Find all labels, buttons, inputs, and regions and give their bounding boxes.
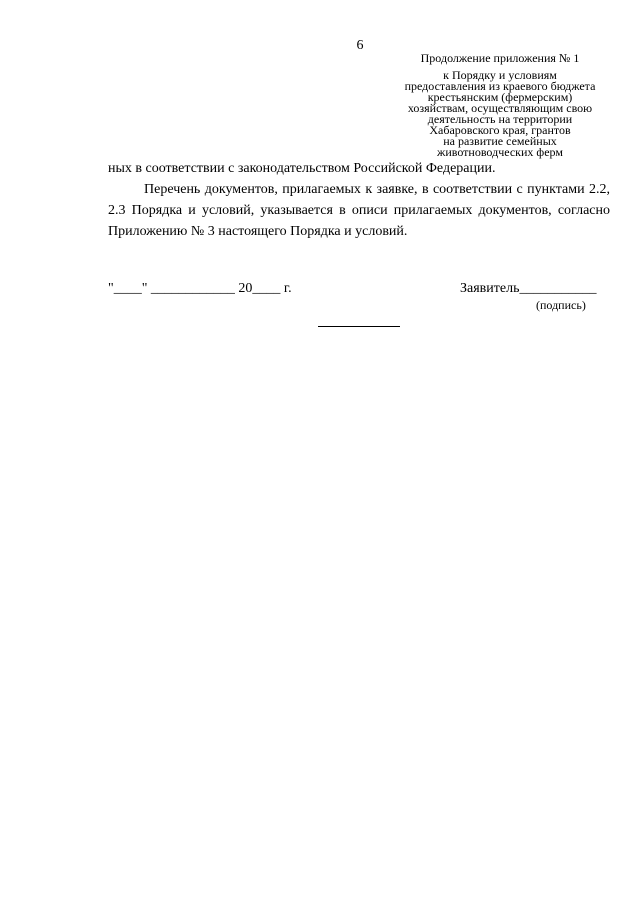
page-number: 6: [356, 38, 364, 53]
body-paragraph-continuation: ных в соответствии с законодательством Российской Федерации.: [108, 161, 496, 176]
signature-caption: (подпись): [536, 298, 586, 312]
appendix-line: к Порядку и условиям: [443, 68, 557, 82]
date-field-line: "____" ____________ 20____ г.: [108, 281, 292, 296]
appendix-line: на развитие семейных: [443, 134, 557, 148]
applicant-signature-line: Заявитель___________: [460, 281, 597, 296]
end-separator-line: [318, 326, 400, 327]
appendix-line: Хабаровского края, грантов: [429, 123, 571, 137]
body-paragraph-documents-list: Перечень документов, прилагаемых к заявке, в соответствии с пунктами 2.2, 2.3 Порядка и условий, указывается в описи прилагаемых документов, согласно Приложению № 3 настоящего Порядка и условий.: [108, 182, 610, 239]
appendix-title: Продолжение приложения № 1: [420, 51, 580, 65]
appendix-line: крестьянским (фермерским): [427, 90, 573, 104]
appendix-header: [388, 51, 612, 158]
appendix-line: предоставления из краевого бюджета: [404, 79, 596, 93]
appendix-line: животноводческих ферм: [437, 145, 563, 159]
appendix-line: деятельность на территории: [427, 112, 573, 126]
appendix-line: хозяйствам, осуществляющим свою: [407, 101, 593, 115]
